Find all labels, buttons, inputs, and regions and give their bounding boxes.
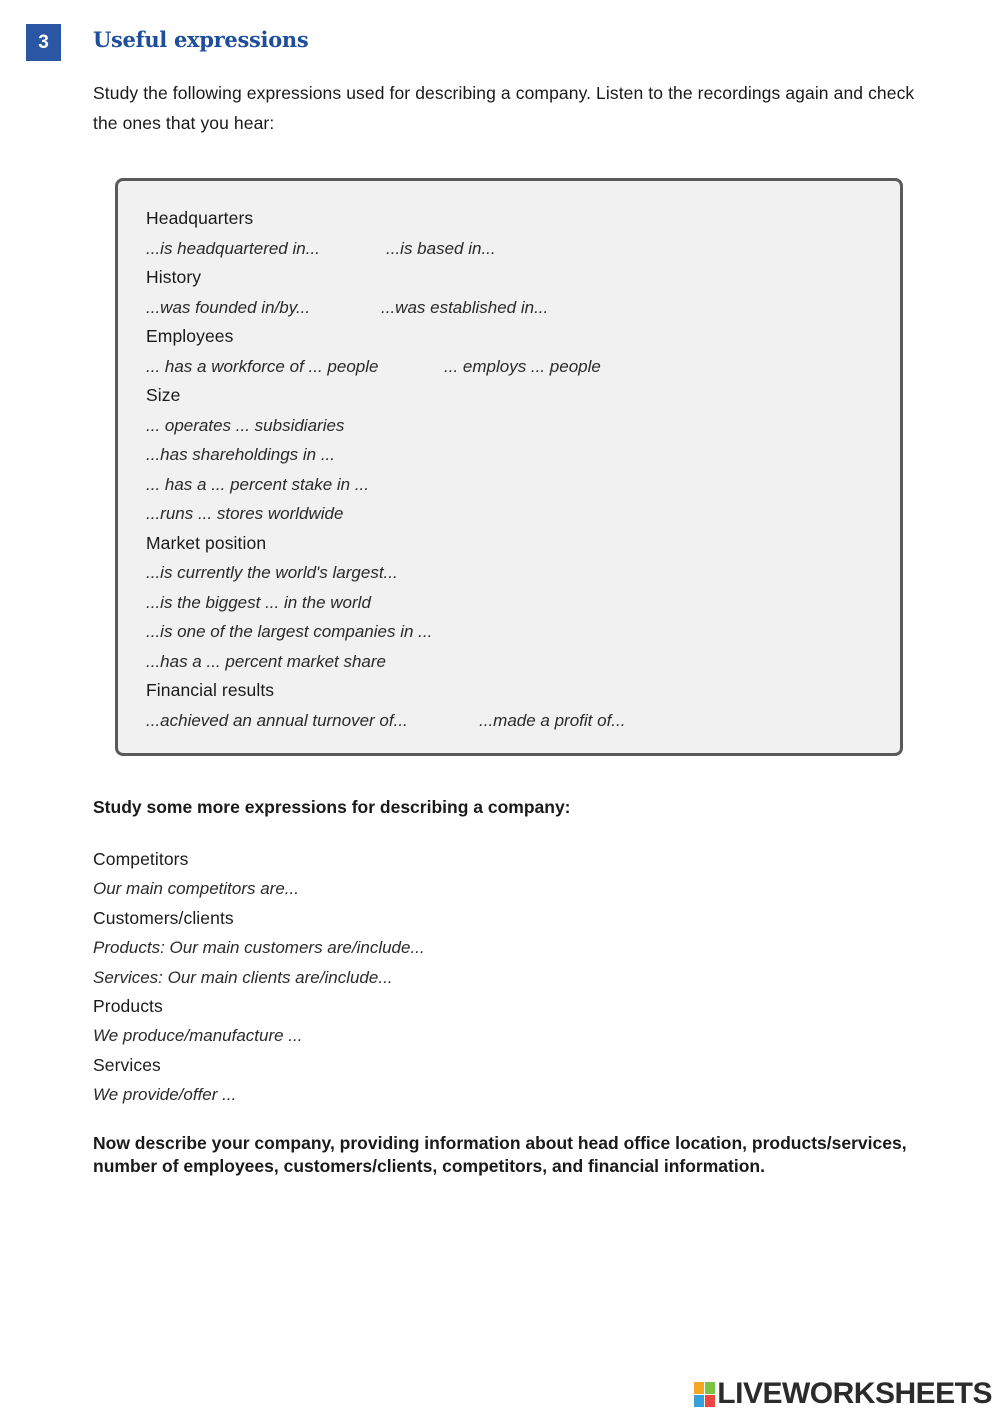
more-expression-line: We produce/manufacture ... [93,1026,303,1046]
expression-phrase: ...was founded in/by... [146,297,311,317]
expression-phrase: ...is based in... [386,238,496,258]
more-group-heading: Customers/clients [93,907,234,928]
expression-line [146,558,900,588]
section-title: Useful expressions [93,27,309,52]
more-expression-line: We provide/offer ... [93,1085,237,1105]
liveworksheets-logo-icon [694,1382,715,1407]
group-heading: Financial results [146,680,275,700]
final-task-instructions: Now describe your company, providing information about head office location, products/services, number of employees, customers/clients, competitors, and financial information. [93,1133,907,1176]
intro-instructions: Study the following expressions used for describing a company. Listen to the recordings again and check the ones that you hear: [93,83,915,133]
expression-line [146,411,900,441]
liveworksheets-brand [694,1377,992,1411]
expression-line [146,234,900,264]
expression-line [146,440,900,470]
group-heading: Headquarters [146,208,254,228]
expression-phrase: ... employs ... people [444,356,601,376]
expression-line [146,499,900,529]
expression-line [146,617,900,647]
expression-phrase: ...is currently the world's largest... [146,563,398,582]
expression-phrase: ...was established in... [381,297,549,317]
expression-phrase: ...has shareholdings in ... [146,445,336,464]
expression-phrase: ...achieved an annual turnover of... [146,710,408,730]
group-heading: History [146,267,202,287]
expression-line [146,588,900,618]
expression-line [146,647,900,677]
more-expression-line: Services: Our main clients are/include... [93,967,393,987]
more-expressions-list [93,845,425,1110]
more-group-heading: Services [93,1054,161,1075]
more-group-heading: Competitors [93,849,189,869]
expression-line [146,706,900,736]
expression-phrase: ...made a profit of... [479,710,626,730]
expression-phrase: ... has a ... percent stake in ... [146,474,370,494]
expression-phrase: ...runs ... stores worldwide [146,504,344,523]
group-heading: Employees [146,326,234,346]
expressions-box [115,178,903,756]
expression-phrase: ...is the biggest ... in the world [146,592,371,612]
expression-phrase: ... operates ... subsidiaries [146,415,345,435]
expression-phrase: ...has a ... percent market share [146,651,387,671]
expression-line [146,293,900,323]
group-heading: Size [146,385,181,405]
section-number-badge: 3 [26,24,61,61]
expression-phrase: ... has a workforce of ... people [146,356,379,376]
more-expression-line: Products: Our main customers are/include... [93,938,425,958]
expression-phrase: ...is one of the largest companies in ... [146,622,433,641]
expression-line [146,352,900,382]
group-heading: Market position [146,532,267,553]
brand-name: LIVEWORKSHEETS [717,1377,992,1410]
expression-phrase: ...is headquartered in... [146,238,320,258]
more-group-heading: Products [93,995,163,1016]
more-expressions-title: Study some more expressions for describing a company: [93,797,571,817]
more-expression-line: Our main competitors are... [93,879,299,899]
expression-line [146,470,900,500]
